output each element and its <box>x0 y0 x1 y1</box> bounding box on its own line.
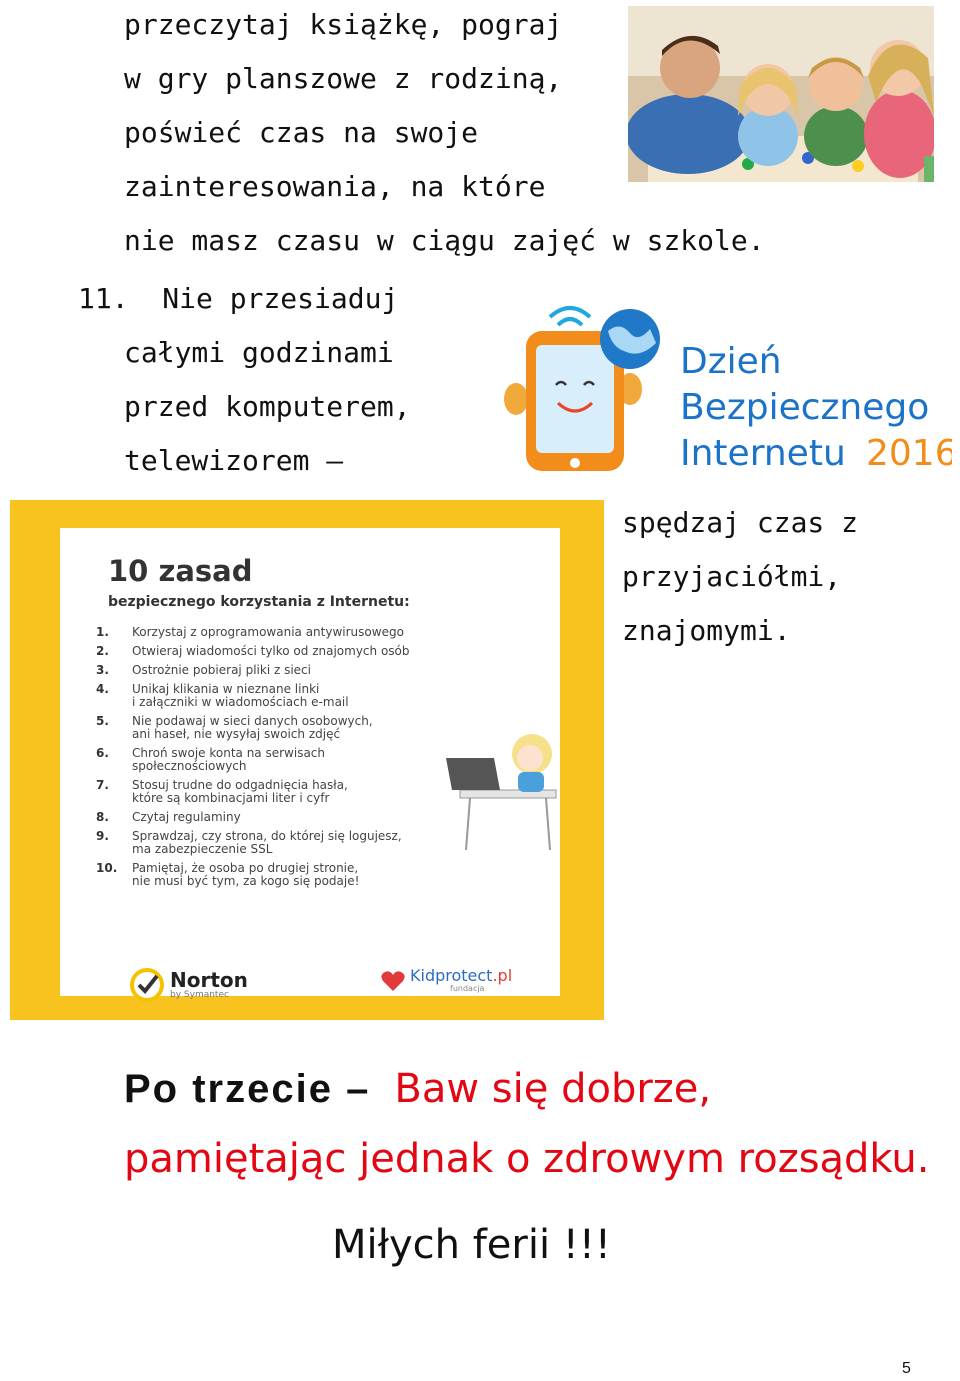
rule-item <box>96 645 526 658</box>
point-line: telewizorem – <box>124 444 344 477</box>
closing-lead: Po trzecie – <box>124 1067 371 1111</box>
rule-number: 1. <box>96 625 109 639</box>
intro-line: poświeć czas na swoje <box>124 116 479 149</box>
rule-text: Korzystaj z oprogramowania antywirusowego <box>132 625 404 639</box>
rule-item <box>96 862 526 888</box>
kidprotect-name: Kidprotect <box>410 966 493 985</box>
rule-number: 8. <box>96 810 109 824</box>
internet-safety-poster <box>10 500 604 1020</box>
norton-check-icon <box>130 968 164 1002</box>
farewell: Miłych ferii !!! <box>332 1222 611 1268</box>
norton-by: by Symantec <box>170 990 229 1000</box>
rule-number: 4. <box>96 682 109 696</box>
rule-item <box>96 626 526 639</box>
point-line: przyjaciółmi, <box>622 560 842 593</box>
rule-text: Nie podawaj w sieci danych osobowych, ani haseł, nie wysyłaj swoich zdjęć <box>132 714 373 741</box>
norton-name: Norton <box>170 968 248 992</box>
rule-item <box>96 683 526 709</box>
sid-title-line2: Bezpiecznego <box>680 387 930 428</box>
intro-line: przeczytaj książkę, pograj <box>124 8 563 41</box>
rule-item <box>96 664 526 677</box>
closing-red-1: Baw się dobrze, <box>394 1066 712 1112</box>
rule-text: Czytaj regulaminy <box>132 810 241 824</box>
rule-number: 3. <box>96 663 109 677</box>
sid-title-line3: Internetu <box>680 433 846 474</box>
kidprotect-sub: fundacja <box>450 984 485 993</box>
closing-red-2: pamiętając jednak o zdrowym rozsądku. <box>124 1136 930 1182</box>
sid-year: 2016 <box>866 433 952 474</box>
point-line: całymi godzinami <box>124 336 394 369</box>
kidprotect-tld: .pl <box>492 966 513 985</box>
rule-text: Pamiętaj, że osoba po drugiej stronie, nie musi być tym, za kogo się podaje! <box>132 861 360 888</box>
norton-logo <box>130 968 248 1002</box>
girl-at-laptop-illustration <box>440 728 560 858</box>
page-number: 5 <box>902 1360 911 1377</box>
rule-number: 2. <box>96 644 109 658</box>
point-11-body <box>124 326 411 488</box>
rule-number: 9. <box>96 829 109 843</box>
rule-text: Stosuj trudne do odgadnięcia hasła, które są kombinacjami liter i cyfr <box>132 778 348 805</box>
poster-panel <box>60 528 560 1000</box>
intro-line: nie masz czasu w ciągu zajęć w szkole. <box>124 224 765 257</box>
kidprotect-heart-icon <box>380 969 406 993</box>
point-line: znajomymi. <box>622 614 791 647</box>
poster-title: 10 zasad <box>108 554 253 588</box>
poster-subtitle: bezpiecznego korzystania z Internetu: <box>108 594 410 610</box>
intro-line: w gry planszowe z rodziną, <box>124 62 563 95</box>
point-line: Nie przesiaduj <box>162 282 399 315</box>
rule-number: 5. <box>96 714 109 728</box>
rule-text: Chroń swoje konta na serwisach społecznościowych <box>132 746 325 773</box>
rule-text: Otwieraj wiadomości tylko od znajomych osób <box>132 644 410 658</box>
rule-text: Sprawdzaj, czy strona, do której się logujesz, ma zabezpieczenie SSL <box>132 829 402 856</box>
rule-text: Unikaj klikania w nieznane linki i załączniki w wiadomościach e-mail <box>132 682 349 709</box>
kidprotect-logo <box>380 968 512 993</box>
safer-internet-day-graphic <box>500 303 952 479</box>
intro-line: zainteresowania, na które <box>124 170 546 203</box>
family-board-game-photo <box>628 6 934 182</box>
rule-number: 7. <box>96 778 109 792</box>
closing-line-1 <box>124 1062 711 1116</box>
point-line: przed komputerem, <box>124 390 411 423</box>
rule-number: 6. <box>96 746 109 760</box>
point-line: spędzaj czas z <box>622 506 859 539</box>
point-number: 11. <box>78 282 129 315</box>
point-11 <box>78 272 398 326</box>
rule-text: Ostrożnie pobieraj pliki z sieci <box>132 663 311 677</box>
point-11-continuation <box>622 496 858 658</box>
rule-number: 10. <box>96 861 118 875</box>
sid-title-line1: Dzień <box>680 341 782 382</box>
